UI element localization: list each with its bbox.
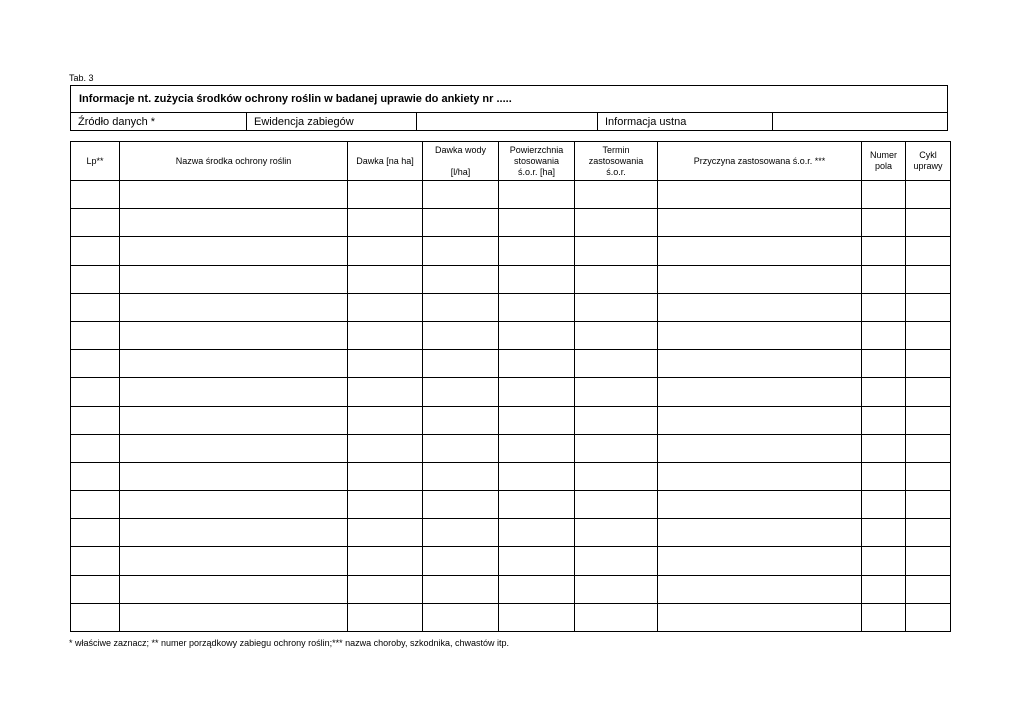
cell-lp[interactable] <box>71 603 120 631</box>
cell-numer_pola[interactable] <box>862 406 906 434</box>
cell-przyczyna[interactable] <box>658 434 862 462</box>
cell-dawka[interactable] <box>348 293 423 321</box>
cell-dawka[interactable] <box>348 237 423 265</box>
cell-cykl[interactable] <box>906 491 951 519</box>
cell-dawka_wody[interactable] <box>423 406 499 434</box>
cell-przyczyna[interactable] <box>658 575 862 603</box>
cell-termin[interactable] <box>575 547 658 575</box>
cell-przyczyna[interactable] <box>658 237 862 265</box>
cell-numer_pola[interactable] <box>862 462 906 490</box>
cell-dawka[interactable] <box>348 434 423 462</box>
cell-dawka_wody[interactable] <box>423 265 499 293</box>
cell-cykl[interactable] <box>906 575 951 603</box>
cell-dawka[interactable] <box>348 321 423 349</box>
cell-nazwa[interactable] <box>120 293 348 321</box>
table-row <box>71 406 951 434</box>
cell-nazwa[interactable] <box>120 547 348 575</box>
column-header-dawka_wody: Dawka wody [l/ha] <box>423 142 499 181</box>
cell-numer_pola[interactable] <box>862 293 906 321</box>
cell-dawka_wody[interactable] <box>423 237 499 265</box>
cell-powierzchnia[interactable] <box>499 603 575 631</box>
table-row <box>71 519 951 547</box>
cell-przyczyna[interactable] <box>658 321 862 349</box>
column-header-termin: Termin zastosowania ś.o.r. <box>575 142 658 181</box>
cell-przyczyna[interactable] <box>658 603 862 631</box>
cell-numer_pola[interactable] <box>862 265 906 293</box>
cell-dawka[interactable] <box>348 406 423 434</box>
cell-termin[interactable] <box>575 434 658 462</box>
cell-powierzchnia[interactable] <box>499 265 575 293</box>
cell-dawka[interactable] <box>348 603 423 631</box>
table-row <box>71 209 951 237</box>
cell-cykl[interactable] <box>906 547 951 575</box>
cell-numer_pola[interactable] <box>862 547 906 575</box>
cell-cykl[interactable] <box>906 434 951 462</box>
cell-termin[interactable] <box>575 350 658 378</box>
cell-termin[interactable] <box>575 519 658 547</box>
cell-termin[interactable] <box>575 293 658 321</box>
cell-termin[interactable] <box>575 209 658 237</box>
option-oral-checkbox[interactable] <box>773 113 947 131</box>
cell-lp[interactable] <box>71 547 120 575</box>
cell-przyczyna[interactable] <box>658 265 862 293</box>
cell-nazwa[interactable] <box>120 603 348 631</box>
cell-powierzchnia[interactable] <box>499 462 575 490</box>
cell-przyczyna[interactable] <box>658 519 862 547</box>
cell-powierzchnia[interactable] <box>499 293 575 321</box>
cell-nazwa[interactable] <box>120 350 348 378</box>
cell-lp[interactable] <box>71 462 120 490</box>
cell-cykl[interactable] <box>906 350 951 378</box>
cell-dawka[interactable] <box>348 209 423 237</box>
cell-dawka[interactable] <box>348 519 423 547</box>
table-number-label: Tab. 3 <box>69 73 94 83</box>
cell-nazwa[interactable] <box>120 237 348 265</box>
option-records-label: Ewidencja zabiegów <box>247 113 417 131</box>
column-header-numer_pola: Numer pola <box>862 142 906 181</box>
cell-dawka[interactable] <box>348 462 423 490</box>
cell-cykl[interactable] <box>906 462 951 490</box>
cell-numer_pola[interactable] <box>862 519 906 547</box>
cell-powierzchnia[interactable] <box>499 378 575 406</box>
cell-lp[interactable] <box>71 237 120 265</box>
table-row <box>71 378 951 406</box>
table-row <box>71 462 951 490</box>
column-header-lp: Lp** <box>71 142 120 181</box>
cell-termin[interactable] <box>575 406 658 434</box>
cell-nazwa[interactable] <box>120 321 348 349</box>
cell-lp[interactable] <box>71 434 120 462</box>
cell-cykl[interactable] <box>906 209 951 237</box>
cell-dawka_wody[interactable] <box>423 462 499 490</box>
cell-dawka_wody[interactable] <box>423 321 499 349</box>
table-row <box>71 491 951 519</box>
cell-dawka_wody[interactable] <box>423 547 499 575</box>
cell-nazwa[interactable] <box>120 575 348 603</box>
cell-numer_pola[interactable] <box>862 350 906 378</box>
table-row <box>71 434 951 462</box>
cell-dawka_wody[interactable] <box>423 293 499 321</box>
cell-cykl[interactable] <box>906 293 951 321</box>
cell-lp[interactable] <box>71 293 120 321</box>
cell-termin[interactable] <box>575 237 658 265</box>
table-body <box>71 181 951 632</box>
table-row <box>71 265 951 293</box>
cell-termin[interactable] <box>575 181 658 209</box>
cell-lp[interactable] <box>71 265 120 293</box>
cell-termin[interactable] <box>575 321 658 349</box>
cell-lp[interactable] <box>71 350 120 378</box>
cell-numer_pola[interactable] <box>862 603 906 631</box>
cell-lp[interactable] <box>71 181 120 209</box>
cell-powierzchnia[interactable] <box>499 321 575 349</box>
cell-lp[interactable] <box>71 209 120 237</box>
form-header <box>70 85 948 131</box>
cell-przyczyna[interactable] <box>658 406 862 434</box>
cell-numer_pola[interactable] <box>862 491 906 519</box>
column-header-powierzchnia: Powierzchnia stosowania ś.o.r. [ha] <box>499 142 575 181</box>
cell-numer_pola[interactable] <box>862 434 906 462</box>
cell-dawka[interactable] <box>348 378 423 406</box>
cell-termin[interactable] <box>575 603 658 631</box>
table-header-row <box>71 142 951 181</box>
cell-cykl[interactable] <box>906 181 951 209</box>
cell-dawka[interactable] <box>348 547 423 575</box>
cell-powierzchnia[interactable] <box>499 237 575 265</box>
option-records-checkbox[interactable] <box>417 113 598 131</box>
cell-termin[interactable] <box>575 378 658 406</box>
cell-dawka_wody[interactable] <box>423 181 499 209</box>
cell-powierzchnia[interactable] <box>499 547 575 575</box>
cell-cykl[interactable] <box>906 378 951 406</box>
table-row <box>71 237 951 265</box>
cell-numer_pola[interactable] <box>862 209 906 237</box>
data-source-row <box>71 113 947 131</box>
cell-cykl[interactable] <box>906 519 951 547</box>
cell-dawka[interactable] <box>348 575 423 603</box>
table-row <box>71 575 951 603</box>
cell-powierzchnia[interactable] <box>499 209 575 237</box>
cell-przyczyna[interactable] <box>658 181 862 209</box>
cell-termin[interactable] <box>575 491 658 519</box>
form-title: Informacje nt. zużycia środków ochrony roślin w badanej uprawie do ankiety nr ..... <box>71 86 947 113</box>
table-row <box>71 293 951 321</box>
cell-numer_pola[interactable] <box>862 575 906 603</box>
table-row <box>71 181 951 209</box>
cell-numer_pola[interactable] <box>862 181 906 209</box>
cell-lp[interactable] <box>71 519 120 547</box>
cell-przyczyna[interactable] <box>658 491 862 519</box>
cell-przyczyna[interactable] <box>658 350 862 378</box>
cell-powierzchnia[interactable] <box>499 491 575 519</box>
cell-cykl[interactable] <box>906 237 951 265</box>
cell-dawka_wody[interactable] <box>423 603 499 631</box>
cell-cykl[interactable] <box>906 321 951 349</box>
cell-dawka_wody[interactable] <box>423 350 499 378</box>
cell-nazwa[interactable] <box>120 406 348 434</box>
column-header-dawka: Dawka [na ha] <box>348 142 423 181</box>
table-row <box>71 321 951 349</box>
cell-powierzchnia[interactable] <box>499 181 575 209</box>
cell-numer_pola[interactable] <box>862 378 906 406</box>
cell-dawka_wody[interactable] <box>423 491 499 519</box>
cell-powierzchnia[interactable] <box>499 519 575 547</box>
cell-nazwa[interactable] <box>120 265 348 293</box>
cell-nazwa[interactable] <box>120 434 348 462</box>
cell-nazwa[interactable] <box>120 519 348 547</box>
cell-dawka[interactable] <box>348 181 423 209</box>
cell-dawka_wody[interactable] <box>423 209 499 237</box>
cell-powierzchnia[interactable] <box>499 406 575 434</box>
option-oral-label: Informacja ustna <box>598 113 773 131</box>
cell-dawka_wody[interactable] <box>423 378 499 406</box>
cell-dawka[interactable] <box>348 491 423 519</box>
cell-termin[interactable] <box>575 462 658 490</box>
cell-cykl[interactable] <box>906 265 951 293</box>
cell-dawka_wody[interactable] <box>423 575 499 603</box>
cell-cykl[interactable] <box>906 603 951 631</box>
cell-lp[interactable] <box>71 321 120 349</box>
cell-powierzchnia[interactable] <box>499 575 575 603</box>
column-header-cykl: Cykl uprawy <box>906 142 951 181</box>
footnote: * właściwe zaznacz; ** numer porządkowy zabiegu ochrony roślin;*** nazwa choroby, szkodnika, chwastów itp. <box>69 638 510 648</box>
cell-nazwa[interactable] <box>120 491 348 519</box>
cell-dawka[interactable] <box>348 265 423 293</box>
cell-lp[interactable] <box>71 491 120 519</box>
cell-dawka_wody[interactable] <box>423 434 499 462</box>
cell-lp[interactable] <box>71 378 120 406</box>
cell-powierzchnia[interactable] <box>499 350 575 378</box>
column-header-przyczyna: Przyczyna zastosowana ś.o.r. *** <box>658 142 862 181</box>
cell-cykl[interactable] <box>906 406 951 434</box>
cell-przyczyna[interactable] <box>658 293 862 321</box>
cell-termin[interactable] <box>575 575 658 603</box>
cell-nazwa[interactable] <box>120 181 348 209</box>
cell-przyczyna[interactable] <box>658 378 862 406</box>
cell-lp[interactable] <box>71 575 120 603</box>
data-source-label: Źródło danych * <box>71 113 247 131</box>
cell-dawka[interactable] <box>348 350 423 378</box>
cell-nazwa[interactable] <box>120 378 348 406</box>
cell-termin[interactable] <box>575 265 658 293</box>
table-row <box>71 603 951 631</box>
cell-nazwa[interactable] <box>120 209 348 237</box>
cell-powierzchnia[interactable] <box>499 434 575 462</box>
table-row <box>71 350 951 378</box>
cell-numer_pola[interactable] <box>862 321 906 349</box>
cell-lp[interactable] <box>71 406 120 434</box>
cell-nazwa[interactable] <box>120 462 348 490</box>
table-row <box>71 547 951 575</box>
cell-przyczyna[interactable] <box>658 462 862 490</box>
cell-dawka_wody[interactable] <box>423 519 499 547</box>
plant-protection-table <box>70 141 951 632</box>
cell-numer_pola[interactable] <box>862 237 906 265</box>
cell-przyczyna[interactable] <box>658 209 862 237</box>
column-header-nazwa: Nazwa środka ochrony roślin <box>120 142 348 181</box>
cell-przyczyna[interactable] <box>658 547 862 575</box>
